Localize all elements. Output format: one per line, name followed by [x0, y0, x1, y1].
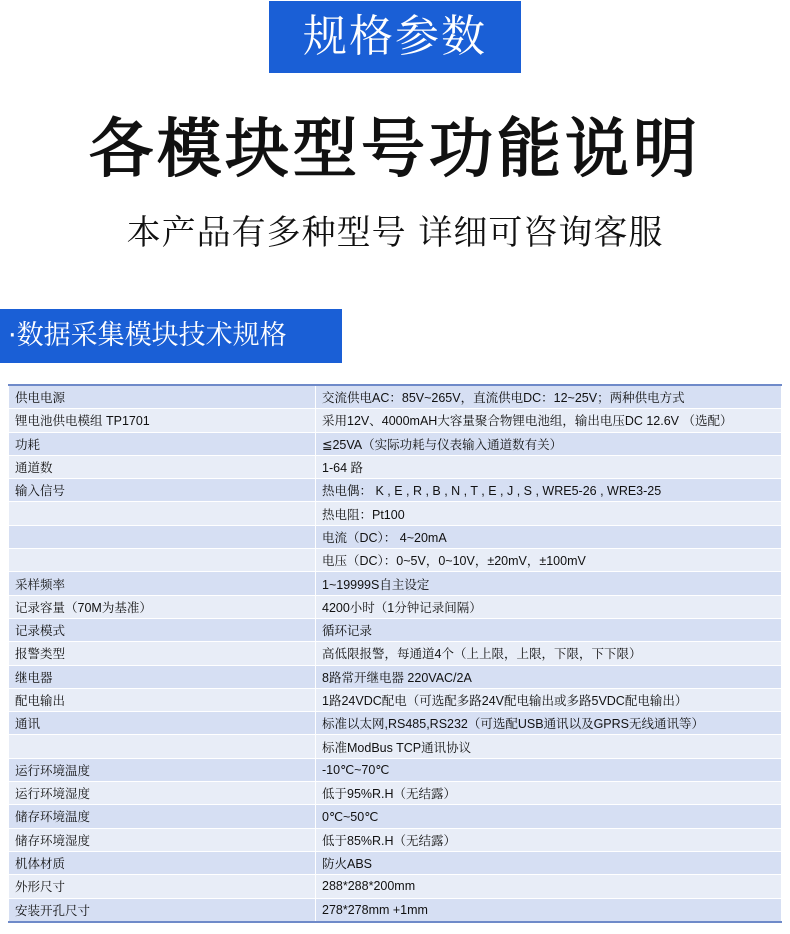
spec-label: 锂电池供电模组 TP1701: [9, 409, 316, 432]
spec-label: 机体材质: [9, 851, 316, 874]
spec-label: 报警类型: [9, 642, 316, 665]
spec-value: 8路常开继电器 220VAC/2A: [316, 665, 782, 688]
section-title: ·数据采集模块技术规格: [0, 309, 342, 363]
spec-table: [8, 384, 782, 923]
page-title: 各模块型号功能说明: [89, 113, 701, 187]
table-row: [9, 455, 782, 478]
table-row: [9, 618, 782, 641]
spec-value: 1~19999S自主设定: [316, 572, 782, 595]
table-row: [9, 595, 782, 618]
spec-value: ≦25VA（实际功耗与仪表输入通道数有关）: [316, 432, 782, 455]
spec-label: 运行环境湿度: [9, 782, 316, 805]
spec-label: 采样频率: [9, 572, 316, 595]
spec-label: 输入信号: [9, 479, 316, 502]
spec-value: 热电偶： K , E , R , B , N , T , E , J , S , WRE5-26 , WRE3-25: [316, 479, 782, 502]
spec-value: 1-64 路: [316, 455, 782, 478]
spec-value: 采用12V、4000mAH大容量聚合物锂电池组，输出电压DC 12.6V （选配）: [316, 409, 782, 432]
header-banner: 规格参数: [269, 1, 521, 73]
table-row: [9, 712, 782, 735]
spec-label: 储存环境温度: [9, 805, 316, 828]
spec-value: 热电阻：Pt100: [316, 502, 782, 525]
table-row: [9, 642, 782, 665]
spec-value: 标准以太网,RS485,RS232（可选配USB通讯以及GPRS无线通讯等）: [316, 712, 782, 735]
spec-label: 配电输出: [9, 688, 316, 711]
spec-value: 电流（DC）： 4~20mA: [316, 525, 782, 548]
spec-label: [9, 735, 316, 758]
spec-value: 高低限报警，每通道4个（上上限，上限，下限，下下限）: [316, 642, 782, 665]
table-row: [9, 898, 782, 922]
table-row: [9, 479, 782, 502]
spec-value: 标准ModBus TCP通讯协议: [316, 735, 782, 758]
spec-label: 供电电源: [9, 385, 316, 409]
spec-label: 通道数: [9, 455, 316, 478]
spec-label: 记录模式: [9, 618, 316, 641]
table-row: [9, 688, 782, 711]
spec-label: 储存环境湿度: [9, 828, 316, 851]
spec-label: 功耗: [9, 432, 316, 455]
table-row: [9, 525, 782, 548]
table-row: [9, 851, 782, 874]
page-subtitle: 本产品有多种型号 详细可咨询客服: [126, 213, 664, 253]
table-row: [9, 782, 782, 805]
table-row: [9, 805, 782, 828]
table-row: [9, 758, 782, 781]
spec-label: 通讯: [9, 712, 316, 735]
spec-label: 运行环境温度: [9, 758, 316, 781]
spec-value: -10℃~70℃: [316, 758, 782, 781]
spec-label: 安装开孔尺寸: [9, 898, 316, 922]
table-row: [9, 385, 782, 409]
spec-label: [9, 549, 316, 572]
table-row: [9, 432, 782, 455]
spec-value: 电压（DC）：0~5V，0~10V，±20mV，±100mV: [316, 549, 782, 572]
table-row: [9, 828, 782, 851]
spec-label: 外形尺寸: [9, 875, 316, 898]
spec-value: 1路24VDC配电（可选配多路24V配电输出或多路5VDC配电输出）: [316, 688, 782, 711]
spec-label: 继电器: [9, 665, 316, 688]
spec-value: 交流供电AC：85V~265V，直流供电DC：12~25V；两种供电方式: [316, 385, 782, 409]
spec-value: 低于85%R.H（无结露）: [316, 828, 782, 851]
table-row: [9, 409, 782, 432]
spec-value: 278*278mm +1mm: [316, 898, 782, 922]
spec-label: [9, 502, 316, 525]
spec-value: 低于95%R.H（无结露）: [316, 782, 782, 805]
table-row: [9, 549, 782, 572]
table-row: [9, 502, 782, 525]
spec-value: 循环记录: [316, 618, 782, 641]
spec-value: 288*288*200mm: [316, 875, 782, 898]
table-row: [9, 875, 782, 898]
spec-value: 0℃~50℃: [316, 805, 782, 828]
spec-value: 4200小时（1分钟记录间隔）: [316, 595, 782, 618]
table-row: [9, 665, 782, 688]
spec-value: 防火ABS: [316, 851, 782, 874]
table-row: [9, 572, 782, 595]
table-row: [9, 735, 782, 758]
spec-label: [9, 525, 316, 548]
spec-label: 记录容量（70M为基准）: [9, 595, 316, 618]
